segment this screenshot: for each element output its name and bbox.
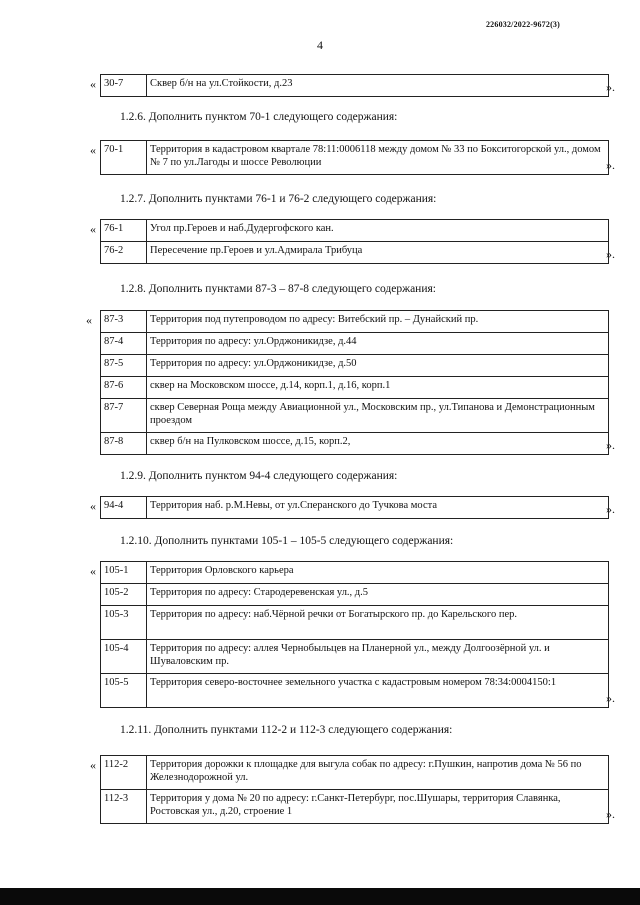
document-id: 226032/2022-9672(3) — [485, 20, 560, 29]
quote-open: « — [90, 143, 96, 157]
item-description: Территория наб. р.М.Невы, от ул.Сперанского до Тучкова моста — [147, 497, 609, 519]
table-row — [101, 333, 609, 355]
item-number: 76-2 — [101, 242, 147, 264]
quote-open: « — [90, 758, 96, 772]
item-description: Территория дорожки к площадке для выгула собак по адресу: г.Пушкин, напротив дома № 56 по Железнодорожной ул. — [147, 756, 609, 790]
quote-open: « — [90, 499, 96, 513]
amendment-table — [100, 310, 609, 455]
amendment-table — [100, 219, 609, 264]
item-number: 87-5 — [101, 355, 147, 377]
quote-open: « — [90, 77, 96, 91]
table-row — [101, 377, 609, 399]
scan-border — [0, 888, 640, 905]
item-number: 76-1 — [101, 220, 147, 242]
item-description: Территория по адресу: наб.Чёрной речки от Богатырского пр. до Карельского пер. — [147, 606, 609, 640]
item-description: Территория северо-восточнее земельного участка с кадастровым номером 78:34:0004150:1 — [147, 674, 609, 708]
item-description: Территория в кадастровом квартале 78:11:0006118 между домом № 33 по Бокситогорской ул., домом № 7 по ул.Лагоды и шоссе Революции — [147, 141, 609, 175]
table-row — [101, 756, 609, 790]
quote-close: ». — [606, 247, 615, 261]
quote-close: ». — [606, 438, 615, 452]
item-number: 105-2 — [101, 584, 147, 606]
section-intro: 1.2.9. Дополнить пунктом 94-4 следующего содержания: — [120, 470, 398, 482]
item-number: 112-3 — [101, 790, 147, 824]
item-description: Угол пр.Героев и наб.Дудергофского кан. — [147, 220, 609, 242]
table-row — [101, 141, 609, 175]
item-number: 87-7 — [101, 399, 147, 433]
quote-close: ». — [606, 80, 615, 94]
amendment-table — [100, 496, 609, 519]
item-description: Сквер б/н на ул.Стойкости, д.23 — [147, 75, 609, 97]
table-row — [101, 640, 609, 674]
table-row — [101, 562, 609, 584]
item-number: 87-3 — [101, 311, 147, 333]
item-number: 112-2 — [101, 756, 147, 790]
section-intro: 1.2.7. Дополнить пунктами 76-1 и 76-2 следующего содержания: — [120, 193, 437, 205]
item-number: 105-5 — [101, 674, 147, 708]
table-row — [101, 674, 609, 708]
amendment-table — [100, 561, 609, 708]
item-number: 105-3 — [101, 606, 147, 640]
item-number: 70-1 — [101, 141, 147, 175]
quote-open: « — [90, 222, 96, 236]
amendment-table — [100, 74, 609, 97]
item-number: 30-7 — [101, 75, 147, 97]
item-description: Пересечение пр.Героев и ул.Адмирала Трибуца — [147, 242, 609, 264]
item-description: Территория по адресу: ул.Орджоникидзе, д.50 — [147, 355, 609, 377]
page-number: 4 — [317, 38, 323, 52]
quote-open: « — [90, 564, 96, 578]
table-row — [101, 606, 609, 640]
item-number: 105-4 — [101, 640, 147, 674]
item-number: 87-8 — [101, 433, 147, 455]
table-row — [101, 584, 609, 606]
amendment-table — [100, 755, 609, 824]
table-row — [101, 242, 609, 264]
item-description: сквер Северная Роща между Авиационной ул., Московским пр., ул.Типанова и Демонстрационным проездом — [147, 399, 609, 433]
table-row — [101, 355, 609, 377]
item-number: 87-6 — [101, 377, 147, 399]
quote-close: ». — [606, 691, 615, 705]
item-number: 105-1 — [101, 562, 147, 584]
item-description: Территория по адресу: аллея Чернобыльцев на Планерной ул., между Долгоозёрной ул. и Шуваловским пр. — [147, 640, 609, 674]
item-description: сквер на Московском шоссе, д.14, корп.1, д.16, корп.1 — [147, 377, 609, 399]
item-description: Территория по адресу: Стародеревенская ул., д.5 — [147, 584, 609, 606]
item-description: Территория Орловского карьера — [147, 562, 609, 584]
section-intro: 1.2.10. Дополнить пунктами 105-1 – 105-5 следующего содержания: — [120, 535, 454, 547]
table-row — [101, 497, 609, 519]
quote-close: ». — [606, 502, 615, 516]
item-description: Территория по адресу: ул.Орджоникидзе, д.44 — [147, 333, 609, 355]
item-description: Территория у дома № 20 по адресу: г.Санкт-Петербург, пос.Шушары, территория Славянка, Ростовская ул., д.20, строение 1 — [147, 790, 609, 824]
section-intro: 1.2.6. Дополнить пунктом 70-1 следующего содержания: — [120, 111, 398, 123]
item-number: 87-4 — [101, 333, 147, 355]
item-number: 94-4 — [101, 497, 147, 519]
section-intro: 1.2.11. Дополнить пунктами 112-2 и 112-3 следующего содержания: — [120, 724, 453, 736]
item-description: Территория под путепроводом по адресу: Витебский пр. – Дунайский пр. — [147, 311, 609, 333]
table-row — [101, 75, 609, 97]
section-intro: 1.2.8. Дополнить пунктами 87-3 – 87-8 следующего содержания: — [120, 283, 436, 295]
table-row — [101, 311, 609, 333]
quote-close: ». — [606, 807, 615, 821]
table-row — [101, 433, 609, 455]
table-row — [101, 399, 609, 433]
amendment-table — [100, 140, 609, 175]
table-row — [101, 790, 609, 824]
quote-close: ». — [606, 158, 615, 172]
table-row — [101, 220, 609, 242]
item-description: сквер б/н на Пулковском шоссе, д.15, корп.2, — [147, 433, 609, 455]
quote-open: « — [86, 313, 92, 327]
